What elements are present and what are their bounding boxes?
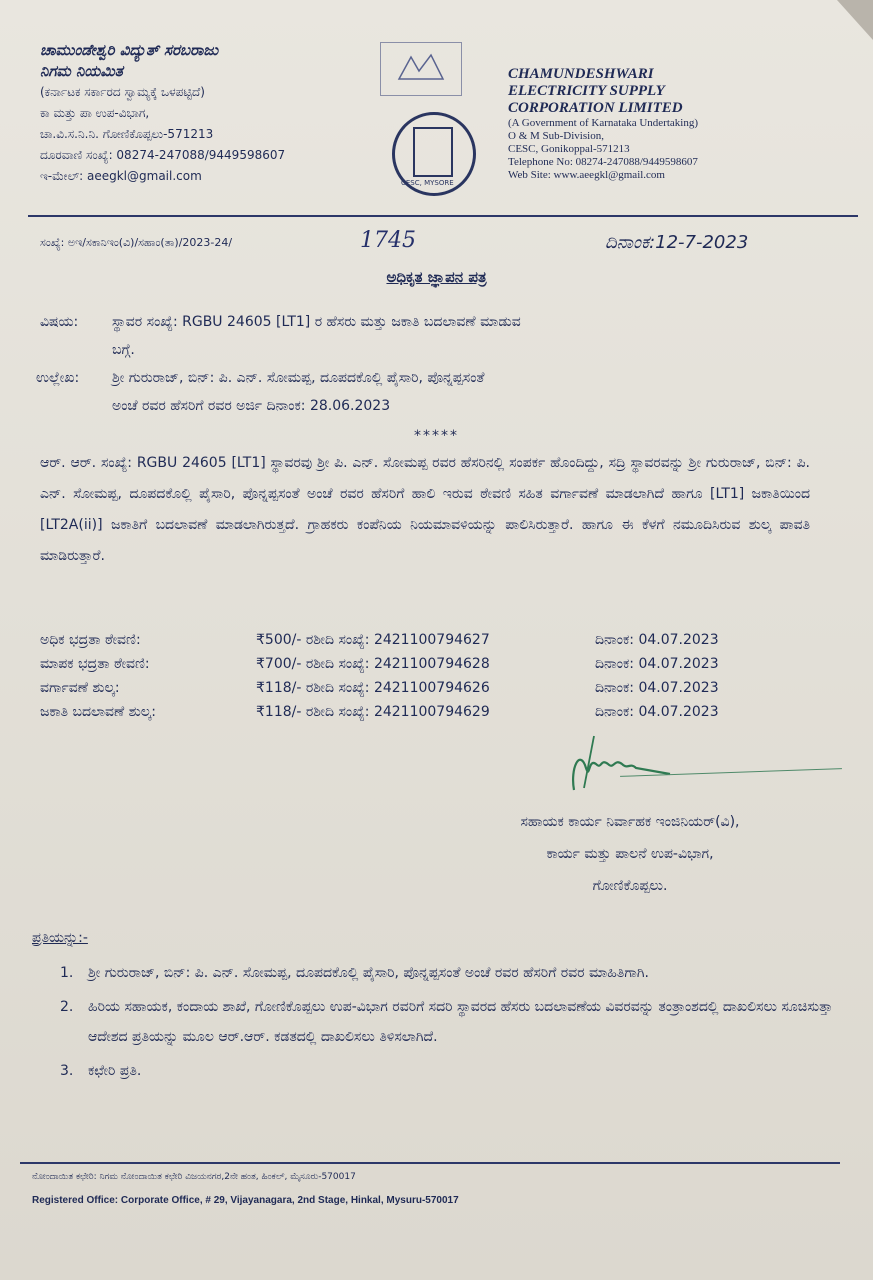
reference-line2: ಅಂಚೆ ರವರ ಹೆಸರಿಗೆ ರವರ ಅರ್ಜಿ ದಿನಾಂಕ: 28.06.2023 [112,398,391,414]
item-number: 1. [60,965,74,981]
fee-amount: ₹118/- ರಶೀದಿ ಸಂಖ್ಯೆ: 2421100794629 [256,704,490,720]
en-org-line2: ELECTRICITY SUPPLY [508,83,665,99]
reference-number: 1745 [360,228,416,253]
list-item [60,992,840,1052]
fee-date: ದಿನಾಂಕ: 04.07.2023 [595,656,719,672]
fee-label: ಜಕಾತಿ ಬದಲಾವಣೆ ಶುಲ್ಕ: [40,704,156,720]
footer-kannada: ನೋಂದಾಯಿತ ಕಛೇರಿ: ನಿಗಮ ನೋಂದಾಯಿತ ಕಛೇರಿ ವಿಜಯನಗರ,2ನೇ ಹಂತ, ಹಿಂಕಲ್, ಮೈಸೂರು-570017 [32,1172,356,1182]
logo-text: CESC, MYSORE [401,179,454,187]
item-number: 2. [60,999,74,1015]
item-text: ಕಛೇರಿ ಪ್ರತಿ. [88,1063,142,1079]
body-paragraph: ಆರ್. ಆರ್. ಸಂಖ್ಯೆ: RGBU 24605 [LT1] ಸ್ಥಾವರವು ಶ್ರೀ ಪಿ. ಎನ್. ಸೋಮಪ್ಪ ರವರ ಹೆಸರಿನಲ್ಲಿ ಸಂಪರ್ಕ ಹೊಂದಿದ್ದು, ಸದ್ರಿ ಸ್ಥಾವರವನ್ನು ಶ್ರೀ ಗುರುರಾಜ್, ಬಿನ್: ಪಿ. ಎನ್. ಸೋಮಪ್ಪ, ದೂಪದಕೊಲ್ಲಿ ಪೈಸಾರಿ, ಪೊನ್ನಪ್ಪಸಂತೆ ಅಂಚೆ ರವರ ಹೆಸರಿಗೆ ಹಾಲಿ ಇರುವ ಠೇವಣಿ ಸಹಿತ ವರ್ಗಾವಣೆ ಮಾಡಲಾಗಿದೆ ಹಾಗೂ [LT1] ಜಕಾತಿಯಿಂದ [LT2A(ii)] ಜಕಾತಿಗೆ ಬದಲಾವಣೆ ಮಾಡಲಾಗಿರುತ್ತದೆ. ಗ್ರಾಹಕರು ಕಂಪೆನಿಯ ನಿಯಮಾವಳಿಯನ್ನು ಪಾಲಿಸಿರುತ್ತಾರೆ. ಹಾಗೂ ಈ ಕೆಳಗೆ ನಮೂದಿಸಿರುವ ಶುಲ್ಕ ಪಾವತಿ ಮಾಡಿರುತ್ತಾರೆ. [40,455,810,564]
fee-amount: ₹118/- ರಶೀದಿ ಸಂಖ್ಯೆ: 2421100794626 [256,680,490,696]
signature [566,728,676,798]
logo-emblem-icon [413,127,453,177]
officer-title: ಸಹಾಯಕ ಕಾರ್ಯ ನಿರ್ವಾಹಕ ಇಂಜಿನಿಯರ್(ವಿ), [520,814,740,830]
kn-org-line1: ಚಾಮುಂಡೇಶ್ವರಿ ವಿದ್ಯುತ್ ಸರಬರಾಜು [40,41,219,59]
fee-list [40,632,810,728]
item-text: ಶ್ರೀ ಗುರುರಾಜ್, ಬಿನ್: ಪಿ. ಎನ್. ಸೋಮಪ್ಪ, ದೂಪದಕೊಲ್ಲಿ ಪೈಸಾರಿ, ಪೊನ್ನಪ್ಪಸಂತೆ ಅಂಚೆ ರವರ ಹೆಸರಿಗೆ ರವರ ಮಾಹಿತಿಗಾಗಿ. [88,965,649,981]
kannada-letterhead [40,40,380,187]
list-item [60,958,840,988]
fee-date: ದಿನಾಂಕ: 04.07.2023 [595,680,719,696]
subject-line2: ಬಗ್ಗೆ. [112,342,135,358]
kn-line: ಕಾ ಮತ್ತು ಪಾ ಉಪ-ವಿಭಾಗ, [40,106,150,120]
en-line: O & M Sub-Division, [508,130,604,142]
footer-divider [20,1162,840,1164]
fee-date: ದಿನಾಂಕ: 04.07.2023 [595,632,719,648]
kn-line: ಇ-ಮೇಲ್: aeegkl@gmail.com [40,169,202,183]
fee-row [40,704,810,728]
subject-label: ವಿಷಯ: [40,314,79,330]
item-text: ಹಿರಿಯ ಸಹಾಯಕ, ಕಂದಾಯ ಶಾಖೆ, ಗೋಣಿಕೊಪ್ಪಲು ಉಪ-ವಿಭಾಗ ರವರಿಗೆ ಸದರಿ ಸ್ಥಾವರದ ಹೆಸರು ಬದಲಾವಣೆಯ ವಿವರವನ್ನು ತಂತ್ರಾಂಶದಲ್ಲಿ ದಾಖಲಿಸಲು ಸೂಚಿಸುತ್ತಾ ಆದೇಶದ ಪ್ರತಿಯನ್ನು ಮೂಲ ಆರ್.ಆರ್. ಕಡತದಲ್ಲಿ ದಾಖಲಿಸಲು ತಿಳಿಸಲಾಗಿದೆ. [88,999,833,1045]
fee-amount: ₹500/- ರಶೀದಿ ಸಂಖ್ಯೆ: 2421100794627 [256,632,490,648]
en-org-line3: CORPORATION LIMITED [508,100,683,116]
footer-registered-office: Registered Office: Corporate Office, # 29, Vijayanagara, 2nd Stage, Hinkal, Mysuru-570017 [32,1195,459,1206]
en-line: (A Government of Karnataka Undertaking) [508,117,698,129]
kn-line: ಚಾ.ವಿ.ಸ.ನಿ.ನಿ. ಗೋಣಿಕೊಪ್ಪಲು-571213 [40,127,214,141]
english-letterhead [508,66,808,182]
list-item [60,1056,840,1086]
en-line: CESC, Gonikoppal-571213 [508,143,630,155]
copies-list [60,958,840,1090]
header-divider [28,215,858,217]
fee-label: ಅಧಿಕ ಭದ್ರತಾ ಠೇವಣಿ: [40,632,141,648]
en-org-line1: CHAMUNDESHWARI [508,66,654,82]
copies-heading: ಪ್ರತಿಯನ್ನು:- [32,930,88,946]
small-logo [380,42,462,96]
kn-org-line2: ನಿಗಮ ನಿಯಮಿತ [40,62,123,80]
reference-line1: ಶ್ರೀ ಗುರುರಾಜ್, ಬಿನ್: ಪಿ. ಎನ್. ಸೋಮಪ್ಪ, ದೂಪದಕೊಲ್ಲಿ ಪೈಸಾರಿ, ಪೊನ್ನಪ್ಪಸಂತೆ [112,370,485,386]
fee-label: ಮಾಪಕ ಭದ್ರತಾ ಠೇವಣಿ: [40,656,150,672]
page-corner [813,0,873,40]
cesc-logo [392,112,476,196]
fee-row [40,632,810,656]
fee-label: ವರ್ಗಾವಣೆ ಶುಲ್ಕ: [40,680,120,696]
item-number: 3. [60,1063,74,1079]
reference-number-label: ಸಂಖ್ಯೆ: ಅಇ/ಸಕಾನಿಇಂ(ವಿ)/ಸಹಾಂ(ತಾ)/2023-24/ [40,236,233,249]
document-date: ದಿನಾಂಕ:12-7-2023 [605,232,749,253]
document-title: ಅಧಿಕೃತ ಜ್ಞಾಪನ ಪತ್ರ [386,268,487,286]
signatory-block [420,806,840,902]
separator-stars: ***** [414,428,459,444]
en-line: Web Site: www.aeegkl@gmail.com [508,169,665,181]
fee-row [40,656,810,680]
fee-amount: ₹700/- ರಶೀದಿ ಸಂಖ್ಯೆ: 2421100794628 [256,656,490,672]
officer-office: ಕಾರ್ಯ ಮತ್ತು ಪಾಲನೆ ಉಪ-ವಿಭಾಗ, [546,846,714,862]
fee-date: ದಿನಾಂಕ: 04.07.2023 [595,704,719,720]
kn-line: (ಕರ್ನಾಟಕ ಸರ್ಕಾರದ ಸ್ವಾಮ್ಯಕ್ಕೆ ಒಳಪಟ್ಟಿದೆ) [40,85,205,99]
subject-line1: ಸ್ಥಾವರ ಸಂಖ್ಯೆ: RGBU 24605 [LT1] ರ ಹೆಸರು ಮತ್ತು ಜಕಾತಿ ಬದಲಾವಣೆ ಮಾಡುವ [112,314,521,330]
en-line: Telephone No: 08274-247088/9449598607 [508,156,698,168]
officer-location: ಗೋಣಿಕೊಪ್ಪಲು. [592,878,668,894]
logo-mark-icon [391,49,451,89]
fee-row [40,680,810,704]
reference-label: ಉಲ್ಲೇಖ: [36,370,80,386]
kn-line: ದೂರವಾಣಿ ಸಂಖ್ಯೆ: 08274-247088/9449598607 [40,148,286,162]
